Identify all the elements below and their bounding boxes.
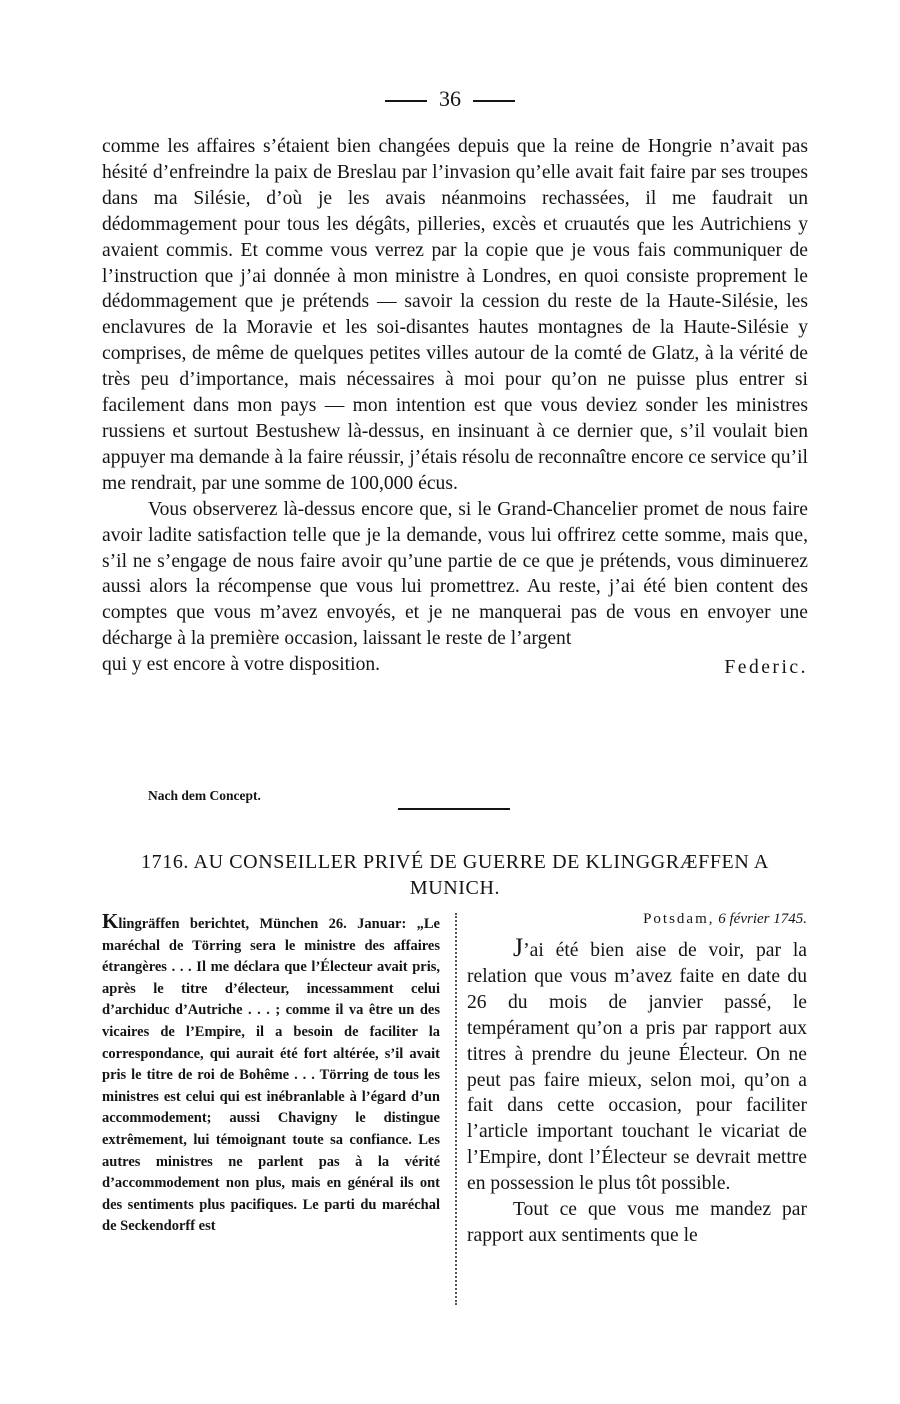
letter-paragraph: comme les affaires s’étaient bien changées depuis que la reine de Hongrie n’avait pas hésité d’enfreindre la paix de Breslau par l’invasion qu’elle avait fait faire par ses troupes dans ma Silésie, d’où je les avais néanmoins rechassées, il me faudrait un dédommagement pour tous les dégâts, pilleries, excès et cruautés que les Autrichiens y avaient commis. Et comme vous verrez par la copie que je vous fais communiquer de l’instruction que j’ai donnée à mon ministre à Londres, en quoi consiste proprement le dédommagement que je prétends — savoir la cession du reste de la Haute-Silésie, les enclavures de la Moravie et les soi-disantes hautes montagnes de la Haute-Silésie y comprises, de même de quelques petites villes autour de la comté de Glatz, à la vérité de très peu d’importance, mais nécessaires à moi pour qu’on ne puisse plus entrer si facilement dans mon pays — mon intention est que vous deviez sonder les ministres russiens et surtout Bestushew là-dessus, en insinuant à ce dernier que, s’il voulait bien appuyer ma demande à la faire réussir, j’étais résolu de reconnaître encore ce service qu’il me rendrait, par une somme de 100,000 écus. [102, 136, 808, 494]
letter-1715-body [102, 134, 808, 678]
letter-paragraph: Tout ce que vous me mandez par rapport aux sentiments que le [467, 1199, 807, 1246]
letter-title: 1716. AU CONSEILLER PRIVÉ DE GUERRE DE KLINGGRÆFFEN A MUNICH. [141, 851, 769, 899]
body-initial: J [513, 933, 524, 962]
summary-initial: K [102, 909, 119, 933]
summary-text [102, 911, 440, 1238]
dateline [467, 907, 807, 931]
signature: Federic. [724, 657, 808, 679]
dateline-place: Potsdam, [643, 911, 715, 927]
section-divider-rule [398, 808, 510, 810]
summary-body: lingräffen berichtet, München 26. Januar: „Le maréchal de Törring sera le ministre des affaires étrangères . . . Il me déclara que l’Électeur avait pris, après le titre d’électeur, incessamment celui d’archiduc d’Autriche . . . ; comme il va être un des vicaires de l’Empire, il a besoin de faciliter la correspondance, qui aurait été fort altérée, s’il avait pris le titre de roi de Bohême . . . Törring de tous les ministres est celui qui est inébranlable à l’égard d’un accommodement; aussi Chavigny le distingue extrêmement, lui témoignant toute sa confiance. Les autres ministres ne parlent pas à la vérité d’accommodement non plus, mais en général ils ont des sentiments plus pacifiques. Le parti du maréchal de Seckendorff est [102, 916, 440, 1235]
source-note: Nach dem Concept. [148, 788, 261, 803]
letter-paragraph: Vous observerez là-dessus encore que, si le Grand-Chancelier promet de nous faire avoir ladite satisfaction telle que je la demande, vous lui offrirez cette somme, mais que, s’il ne s’engage de nous faire avoir qu’une partie de ce que je prétends, vous diminuerez aussi alors la récompense que vous lui promettrez. Au reste, j’ai été bien content des comptes que vous m’avez envoyés, et je ne manquerai pas de vous en envoyer une décharge à la première occasion, laissant le reste de l’argent [102, 498, 808, 650]
letter-closing-text: qui y est encore à votre disposition. [102, 654, 381, 676]
header-left-dash [385, 100, 427, 102]
page-header [0, 86, 900, 112]
letter-1716-column [467, 907, 807, 1249]
letter-paragraph [467, 935, 807, 1197]
summary-column [102, 911, 440, 1238]
dateline-date: 6 février 1745. [718, 911, 807, 927]
column-divider [455, 913, 457, 1305]
page-number: 36 [439, 86, 461, 111]
header-right-dash [473, 100, 515, 102]
letter-paragraph-text: ’ai été bien aise de voir, par la relation que vous m’avez faite en date du 26 du mois de janvier passé, le tempérament qu’on a pris par rapport aux titres à prendre du jeune Électeur. On ne peut pas faire mieux, selon moi, qu’on a fait dans cette occasion, pour faciliter l’article important touchant le vicariat de l’Empire, dont l’Électeur se devrait mettre en possession le plus tôt possible. [467, 940, 807, 1195]
closing-line [102, 652, 808, 678]
